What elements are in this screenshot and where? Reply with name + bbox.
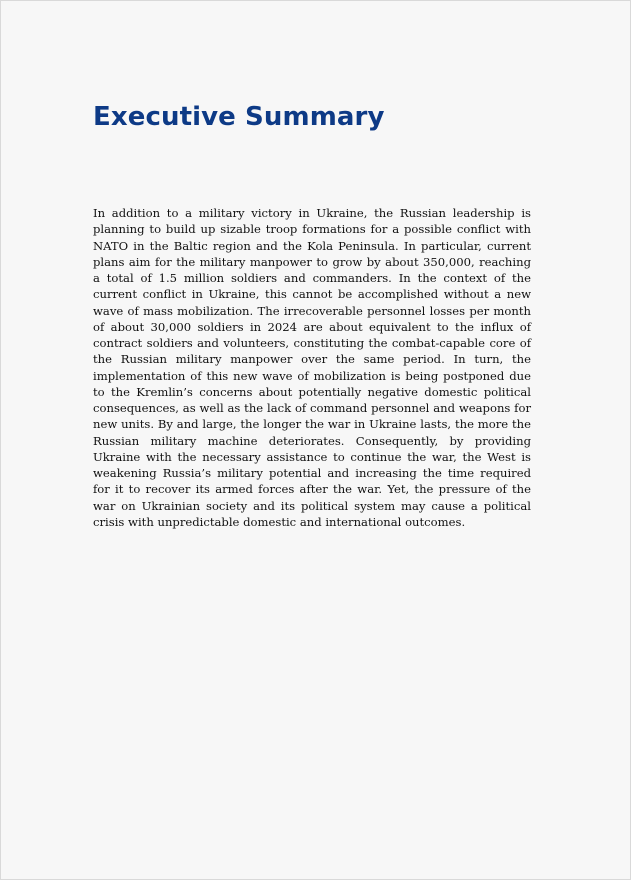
section-title: Executive Summary [93, 102, 385, 132]
summary-paragraph: In addition to a military victory in Ukraine, the Russian leadership is planning to build up sizable troop formations for a possible conflict with NATO in the Baltic region and the Kola Peninsula. In particular, current plans aim for the military manpower to grow by about 350,000, reaching a total of 1.5 million soldiers and commanders. In the context of the current conflict in Ukraine, this cannot be accomplished without a new wave of mass mobilization. The irrecoverable personnel losses per month of about 30,000 soldiers in 2024 are about equivalent to the influx of contract soldiers and volunteers, constituting the combat-capable core of the Russian military manpower over the same period. In turn, the implementation of this new wave of mobilization is being postponed due to the Kremlin’s concerns about potentially negative domestic political consequences, as well as the lack of command personnel and weapons for new units. By and large, the longer the war in Ukraine lasts, the more the Russian military machine deteriorates. Consequently, by providing Ukraine with the necessary assistance to continue the war, the West is weakening Russia’s military potential and increasing the time required for it to recover its armed forces after the war. Yet, the pressure of the war on Ukrainian society and its political system may cause a political crisis with unpredictable domestic and international outcomes. [93, 206, 531, 529]
